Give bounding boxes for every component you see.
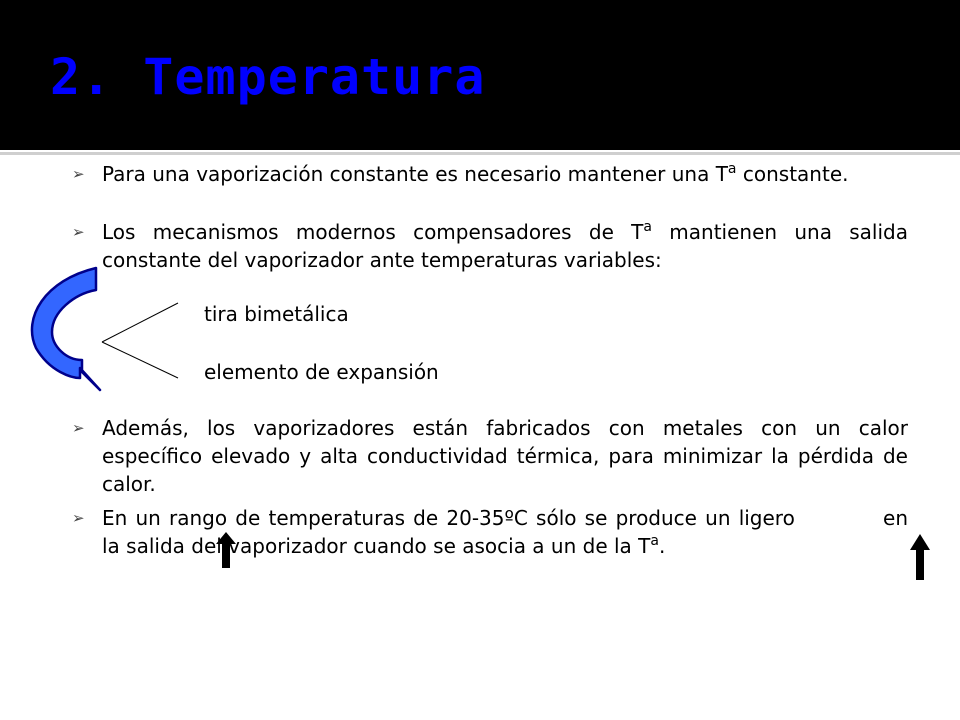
bullet-1-sup: a bbox=[727, 161, 737, 177]
bullet-arrow-icon: ➢ bbox=[72, 165, 85, 183]
bullet-2-text: Los mecanismos modernos compensadores de T bbox=[102, 220, 644, 244]
branch-bimetal-strip: tira bimetálica bbox=[204, 302, 349, 326]
inline-arrow-space bbox=[795, 524, 875, 525]
up-arrow-icon bbox=[910, 534, 930, 580]
bullet-2-tail: mantienen una salida constante del vaporizador ante temperaturas variables: bbox=[102, 220, 908, 272]
bullet-2-sup: a bbox=[643, 219, 652, 235]
bullet-arrow-icon: ➢ bbox=[72, 223, 85, 241]
bullet-3: Además, los vaporizadores están fabricados con metales con un calor específico elevado y alta conductividad térmica, para minimizar la pérdida de calor. bbox=[102, 416, 908, 496]
branch-line-bottom bbox=[102, 342, 178, 378]
bullet-4-part3: de la T bbox=[576, 534, 651, 558]
curved-arrow-icon bbox=[32, 268, 100, 390]
bullet-4-part1: En un rango de temperaturas de 20-35ºC sólo se produce un ligero bbox=[102, 506, 795, 530]
bullet-1-text: Para una vaporización constante es necesario mantener una T bbox=[102, 162, 728, 186]
bullet-4-sup: a bbox=[650, 533, 659, 549]
slide-title: 2. Temperatura bbox=[50, 48, 486, 106]
bullet-4 bbox=[102, 504, 908, 560]
bullet-arrow-icon: ➢ bbox=[72, 419, 85, 437]
bullet-4-end: . bbox=[658, 534, 666, 558]
branch-line-top bbox=[102, 303, 178, 342]
bullet-arrow-icon: ➢ bbox=[72, 509, 85, 527]
branch-expansion-element: elemento de expansión bbox=[204, 360, 439, 384]
bullet-4-part2: en la salida del vaporizador cuando se asocia a un bbox=[102, 506, 908, 558]
bullet-1-tail: constante. bbox=[736, 162, 849, 186]
